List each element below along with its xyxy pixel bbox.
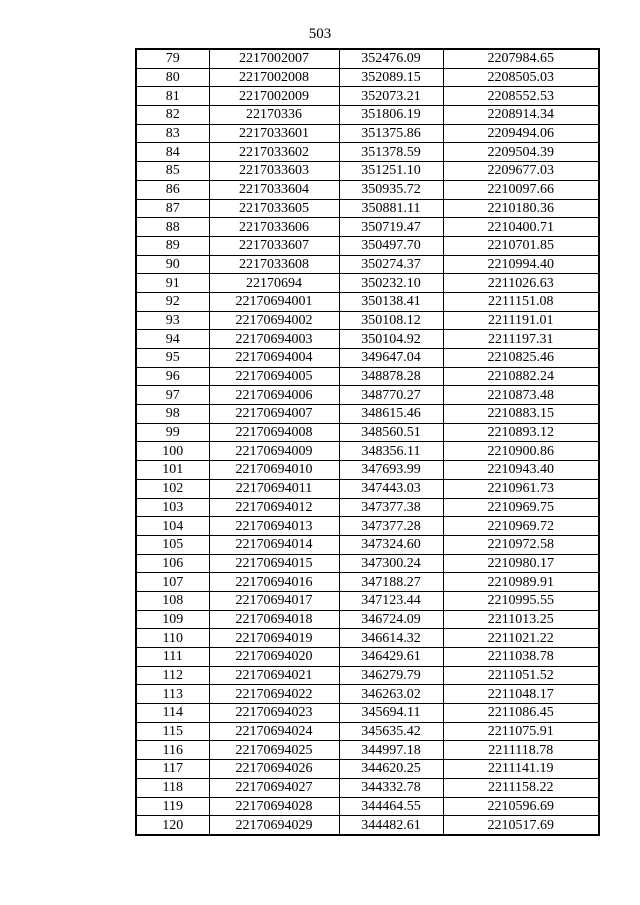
y-coordinate-cell: 2210097.66 — [443, 180, 599, 199]
row-number-cell: 110 — [136, 629, 209, 648]
point-id-cell: 22170694003 — [209, 330, 339, 349]
x-coordinate-cell: 346263.02 — [339, 685, 443, 704]
table-row — [136, 741, 599, 760]
y-coordinate-cell: 2211048.17 — [443, 685, 599, 704]
x-coordinate-cell: 346614.32 — [339, 629, 443, 648]
x-coordinate-cell: 345694.11 — [339, 704, 443, 723]
y-coordinate-cell: 2211158.22 — [443, 778, 599, 797]
table-row — [136, 386, 599, 405]
row-number-cell: 87 — [136, 199, 209, 218]
y-coordinate-cell: 2210995.55 — [443, 591, 599, 610]
table-row — [136, 816, 599, 835]
table-row — [136, 498, 599, 517]
point-id-cell: 2217002008 — [209, 68, 339, 87]
table-row — [136, 236, 599, 255]
x-coordinate-cell: 350274.37 — [339, 255, 443, 274]
row-number-cell: 89 — [136, 236, 209, 255]
point-id-cell: 22170694014 — [209, 535, 339, 554]
y-coordinate-cell: 2211118.78 — [443, 741, 599, 760]
point-id-cell: 22170694001 — [209, 292, 339, 311]
point-id-cell: 22170694015 — [209, 554, 339, 573]
row-number-cell: 82 — [136, 106, 209, 125]
table-row — [136, 610, 599, 629]
row-number-cell: 111 — [136, 648, 209, 667]
point-id-cell: 22170694019 — [209, 629, 339, 648]
row-number-cell: 88 — [136, 218, 209, 237]
table-row — [136, 535, 599, 554]
y-coordinate-cell: 2208914.34 — [443, 106, 599, 125]
table-row — [136, 797, 599, 816]
x-coordinate-cell: 347693.99 — [339, 461, 443, 480]
table-row — [136, 760, 599, 779]
x-coordinate-cell: 351806.19 — [339, 106, 443, 125]
y-coordinate-cell: 2211151.08 — [443, 292, 599, 311]
y-coordinate-cell: 2211141.19 — [443, 760, 599, 779]
x-coordinate-cell: 350104.92 — [339, 330, 443, 349]
x-coordinate-cell: 347377.28 — [339, 517, 443, 536]
table-row — [136, 405, 599, 424]
row-number-cell: 94 — [136, 330, 209, 349]
row-number-cell: 118 — [136, 778, 209, 797]
point-id-cell: 22170694005 — [209, 367, 339, 386]
y-coordinate-cell: 2211051.52 — [443, 666, 599, 685]
row-number-cell: 96 — [136, 367, 209, 386]
x-coordinate-cell: 348878.28 — [339, 367, 443, 386]
y-coordinate-cell: 2210893.12 — [443, 423, 599, 442]
y-coordinate-cell: 2210980.17 — [443, 554, 599, 573]
point-id-cell: 22170694012 — [209, 498, 339, 517]
row-number-cell: 85 — [136, 162, 209, 181]
x-coordinate-cell: 351378.59 — [339, 143, 443, 162]
table-row — [136, 648, 599, 667]
point-id-cell: 22170336 — [209, 106, 339, 125]
y-coordinate-cell: 2210969.72 — [443, 517, 599, 536]
table-row — [136, 311, 599, 330]
y-coordinate-cell: 2211191.01 — [443, 311, 599, 330]
y-coordinate-cell: 2211021.22 — [443, 629, 599, 648]
row-number-cell: 98 — [136, 405, 209, 424]
x-coordinate-cell: 352089.15 — [339, 68, 443, 87]
point-id-cell: 22170694010 — [209, 461, 339, 480]
table-row — [136, 218, 599, 237]
y-coordinate-cell: 2210517.69 — [443, 816, 599, 835]
x-coordinate-cell: 348560.51 — [339, 423, 443, 442]
row-number-cell: 83 — [136, 124, 209, 143]
y-coordinate-cell: 2209677.03 — [443, 162, 599, 181]
point-id-cell: 2217033606 — [209, 218, 339, 237]
point-id-cell: 22170694 — [209, 274, 339, 293]
row-number-cell: 104 — [136, 517, 209, 536]
y-coordinate-cell: 2210943.40 — [443, 461, 599, 480]
y-coordinate-cell: 2211197.31 — [443, 330, 599, 349]
point-id-cell: 22170694026 — [209, 760, 339, 779]
table-row — [136, 106, 599, 125]
y-coordinate-cell: 2210883.15 — [443, 405, 599, 424]
table-row — [136, 666, 599, 685]
point-id-cell: 22170694029 — [209, 816, 339, 835]
table-row — [136, 704, 599, 723]
y-coordinate-cell: 2210961.73 — [443, 479, 599, 498]
x-coordinate-cell: 344464.55 — [339, 797, 443, 816]
point-id-cell: 2217033603 — [209, 162, 339, 181]
x-coordinate-cell: 347188.27 — [339, 573, 443, 592]
row-number-cell: 102 — [136, 479, 209, 498]
x-coordinate-cell: 350881.11 — [339, 199, 443, 218]
point-id-cell: 22170694007 — [209, 405, 339, 424]
x-coordinate-cell: 351375.86 — [339, 124, 443, 143]
y-coordinate-cell: 2207984.65 — [443, 49, 599, 68]
point-id-cell: 22170694028 — [209, 797, 339, 816]
point-id-cell: 22170694017 — [209, 591, 339, 610]
row-number-cell: 103 — [136, 498, 209, 517]
x-coordinate-cell: 350935.72 — [339, 180, 443, 199]
y-coordinate-cell: 2211086.45 — [443, 704, 599, 723]
point-id-cell: 22170694020 — [209, 648, 339, 667]
row-number-cell: 113 — [136, 685, 209, 704]
page-number: 503 — [308, 26, 332, 42]
table-row — [136, 367, 599, 386]
row-number-cell: 106 — [136, 554, 209, 573]
row-number-cell: 90 — [136, 255, 209, 274]
point-id-cell: 2217033608 — [209, 255, 339, 274]
table-row — [136, 330, 599, 349]
x-coordinate-cell: 350719.47 — [339, 218, 443, 237]
point-id-cell: 22170694004 — [209, 349, 339, 368]
point-id-cell: 2217033607 — [209, 236, 339, 255]
y-coordinate-cell: 2210825.46 — [443, 349, 599, 368]
table-row — [136, 517, 599, 536]
x-coordinate-cell: 345635.42 — [339, 722, 443, 741]
x-coordinate-cell: 352476.09 — [339, 49, 443, 68]
point-id-cell: 2217033604 — [209, 180, 339, 199]
table-row — [136, 292, 599, 311]
row-number-cell: 109 — [136, 610, 209, 629]
x-coordinate-cell: 346279.79 — [339, 666, 443, 685]
point-id-cell: 2217033602 — [209, 143, 339, 162]
y-coordinate-cell: 2210900.86 — [443, 442, 599, 461]
point-id-cell: 22170694023 — [209, 704, 339, 723]
y-coordinate-cell: 2210882.24 — [443, 367, 599, 386]
row-number-cell: 92 — [136, 292, 209, 311]
table-row — [136, 685, 599, 704]
table-row — [136, 554, 599, 573]
point-id-cell: 22170694002 — [209, 311, 339, 330]
table-row — [136, 199, 599, 218]
point-id-cell: 22170694018 — [209, 610, 339, 629]
row-number-cell: 91 — [136, 274, 209, 293]
table-row — [136, 180, 599, 199]
point-id-cell: 2217033601 — [209, 124, 339, 143]
y-coordinate-cell: 2210994.40 — [443, 255, 599, 274]
table-row — [136, 423, 599, 442]
x-coordinate-cell: 347123.44 — [339, 591, 443, 610]
point-id-cell: 2217002009 — [209, 87, 339, 106]
point-id-cell: 22170694027 — [209, 778, 339, 797]
x-coordinate-cell: 347443.03 — [339, 479, 443, 498]
row-number-cell: 108 — [136, 591, 209, 610]
row-number-cell: 95 — [136, 349, 209, 368]
point-id-cell: 22170694024 — [209, 722, 339, 741]
point-id-cell: 2217033605 — [209, 199, 339, 218]
x-coordinate-cell: 351251.10 — [339, 162, 443, 181]
table-row — [136, 479, 599, 498]
y-coordinate-cell: 2211013.25 — [443, 610, 599, 629]
y-coordinate-cell: 2210969.75 — [443, 498, 599, 517]
x-coordinate-cell: 350497.70 — [339, 236, 443, 255]
y-coordinate-cell: 2211038.78 — [443, 648, 599, 667]
y-coordinate-cell: 2208505.03 — [443, 68, 599, 87]
row-number-cell: 115 — [136, 722, 209, 741]
row-number-cell: 107 — [136, 573, 209, 592]
row-number-cell: 116 — [136, 741, 209, 760]
y-coordinate-cell: 2210701.85 — [443, 236, 599, 255]
row-number-cell: 79 — [136, 49, 209, 68]
row-number-cell: 101 — [136, 461, 209, 480]
table-row — [136, 87, 599, 106]
table-row — [136, 49, 599, 68]
y-coordinate-cell: 2210400.71 — [443, 218, 599, 237]
row-number-cell: 105 — [136, 535, 209, 554]
row-number-cell: 97 — [136, 386, 209, 405]
x-coordinate-cell: 346724.09 — [339, 610, 443, 629]
x-coordinate-cell: 347377.38 — [339, 498, 443, 517]
row-number-cell: 100 — [136, 442, 209, 461]
point-id-cell: 22170694011 — [209, 479, 339, 498]
point-id-cell: 22170694006 — [209, 386, 339, 405]
x-coordinate-cell: 344997.18 — [339, 741, 443, 760]
point-id-cell: 22170694016 — [209, 573, 339, 592]
y-coordinate-cell: 2209504.39 — [443, 143, 599, 162]
y-coordinate-cell: 2208552.53 — [443, 87, 599, 106]
table-row — [136, 124, 599, 143]
x-coordinate-cell: 346429.61 — [339, 648, 443, 667]
table-row — [136, 255, 599, 274]
x-coordinate-cell: 344332.78 — [339, 778, 443, 797]
point-id-cell: 22170694013 — [209, 517, 339, 536]
x-coordinate-cell: 350108.12 — [339, 311, 443, 330]
x-coordinate-cell: 347324.60 — [339, 535, 443, 554]
x-coordinate-cell: 352073.21 — [339, 87, 443, 106]
table-row — [136, 778, 599, 797]
x-coordinate-cell: 344482.61 — [339, 816, 443, 835]
x-coordinate-cell: 349647.04 — [339, 349, 443, 368]
x-coordinate-cell: 348356.11 — [339, 442, 443, 461]
table-row — [136, 68, 599, 87]
row-number-cell: 99 — [136, 423, 209, 442]
table-row — [136, 591, 599, 610]
y-coordinate-cell: 2209494.06 — [443, 124, 599, 143]
point-id-cell: 22170694025 — [209, 741, 339, 760]
x-coordinate-cell: 348615.46 — [339, 405, 443, 424]
y-coordinate-cell: 2210972.58 — [443, 535, 599, 554]
table-row — [136, 442, 599, 461]
table-row — [136, 274, 599, 293]
x-coordinate-cell: 350232.10 — [339, 274, 443, 293]
x-coordinate-cell: 344620.25 — [339, 760, 443, 779]
point-id-cell: 2217002007 — [209, 49, 339, 68]
point-id-cell: 22170694008 — [209, 423, 339, 442]
coordinates-table — [135, 48, 600, 836]
point-id-cell: 22170694009 — [209, 442, 339, 461]
row-number-cell: 112 — [136, 666, 209, 685]
y-coordinate-cell: 2210596.69 — [443, 797, 599, 816]
row-number-cell: 119 — [136, 797, 209, 816]
row-number-cell: 80 — [136, 68, 209, 87]
row-number-cell: 114 — [136, 704, 209, 723]
x-coordinate-cell: 348770.27 — [339, 386, 443, 405]
table-row — [136, 461, 599, 480]
row-number-cell: 120 — [136, 816, 209, 835]
y-coordinate-cell: 2210180.36 — [443, 199, 599, 218]
table-row — [136, 162, 599, 181]
table-row — [136, 722, 599, 741]
table-row — [136, 349, 599, 368]
x-coordinate-cell: 347300.24 — [339, 554, 443, 573]
table-row — [136, 573, 599, 592]
point-id-cell: 22170694022 — [209, 685, 339, 704]
point-id-cell: 22170694021 — [209, 666, 339, 685]
x-coordinate-cell: 350138.41 — [339, 292, 443, 311]
row-number-cell: 93 — [136, 311, 209, 330]
table-row — [136, 143, 599, 162]
row-number-cell: 84 — [136, 143, 209, 162]
row-number-cell: 117 — [136, 760, 209, 779]
y-coordinate-cell: 2211026.63 — [443, 274, 599, 293]
row-number-cell: 86 — [136, 180, 209, 199]
y-coordinate-cell: 2210873.48 — [443, 386, 599, 405]
table-body — [136, 49, 599, 835]
y-coordinate-cell: 2211075.91 — [443, 722, 599, 741]
y-coordinate-cell: 2210989.91 — [443, 573, 599, 592]
table-row — [136, 629, 599, 648]
row-number-cell: 81 — [136, 87, 209, 106]
